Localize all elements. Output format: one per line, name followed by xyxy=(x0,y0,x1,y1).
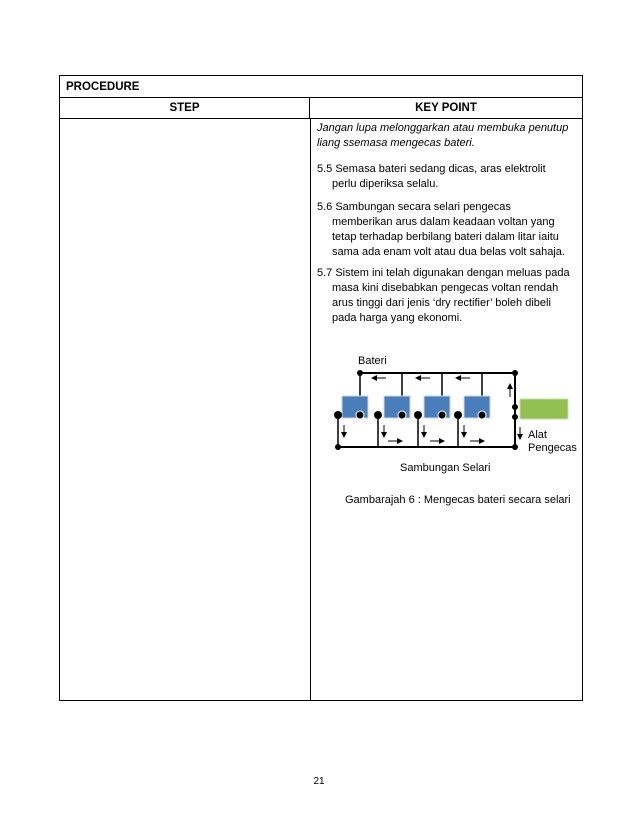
charger-label xyxy=(528,429,577,455)
paragraph-line: pada harga yang ekonomi. xyxy=(332,312,463,324)
connection-label: Sambungan Selari xyxy=(400,462,491,474)
paragraph-line: memberikan arus dalam keadaan voltan yang xyxy=(332,216,555,228)
paragraph-line: perlu diperiksa selalu. xyxy=(332,178,439,190)
paragraph-line: tetap terhadap berbilang bateri dalam litar iaitu xyxy=(332,231,559,243)
paragraph-line: masa kini disebabkan pengecas voltan rendah xyxy=(332,282,559,294)
procedure-table xyxy=(59,75,583,701)
paragraph-line: arus tinggi dari jenis ‘dry rectifier’ boleh dibeli xyxy=(332,297,551,309)
charger-label-line: Pengecas xyxy=(528,442,577,454)
page-number: 21 xyxy=(313,776,325,787)
keypoint-5-6 xyxy=(317,200,579,260)
step-column-header: STEP xyxy=(60,98,310,119)
circuit-svg xyxy=(330,349,580,474)
paragraph-line: 5.5 Semasa bateri sedang dicas, aras elektrolit xyxy=(317,163,546,175)
figure-caption: Gambarajah 6 : Mengecas bateri secara selari xyxy=(345,494,571,506)
paragraph-line: sama ada enam volt atau dua belas volt sahaja. xyxy=(332,246,565,258)
paragraph-line: 5.6 Sambungan secara selari pengecas xyxy=(317,201,511,213)
procedure-header: PROCEDURE xyxy=(60,76,582,98)
intro-line: Jangan lupa melonggarkan atau membuka penutup xyxy=(317,122,569,134)
keypoint-5-7 xyxy=(317,266,579,326)
keypoint-intro xyxy=(317,121,579,151)
keypoint-5-5 xyxy=(317,162,579,192)
column-divider xyxy=(310,119,311,700)
paragraph-line: 5.7 Sistem ini telah digunakan dengan meluas pada xyxy=(317,267,570,279)
parallel-charging-diagram xyxy=(330,349,580,474)
charger-box xyxy=(520,399,568,419)
charger-label-line: Alat xyxy=(528,429,547,441)
keypoint-column-header: KEY POINT xyxy=(310,98,582,119)
intro-line: liang ssemasa mengecas bateri. xyxy=(317,137,475,149)
battery-label: Bateri xyxy=(358,355,387,367)
